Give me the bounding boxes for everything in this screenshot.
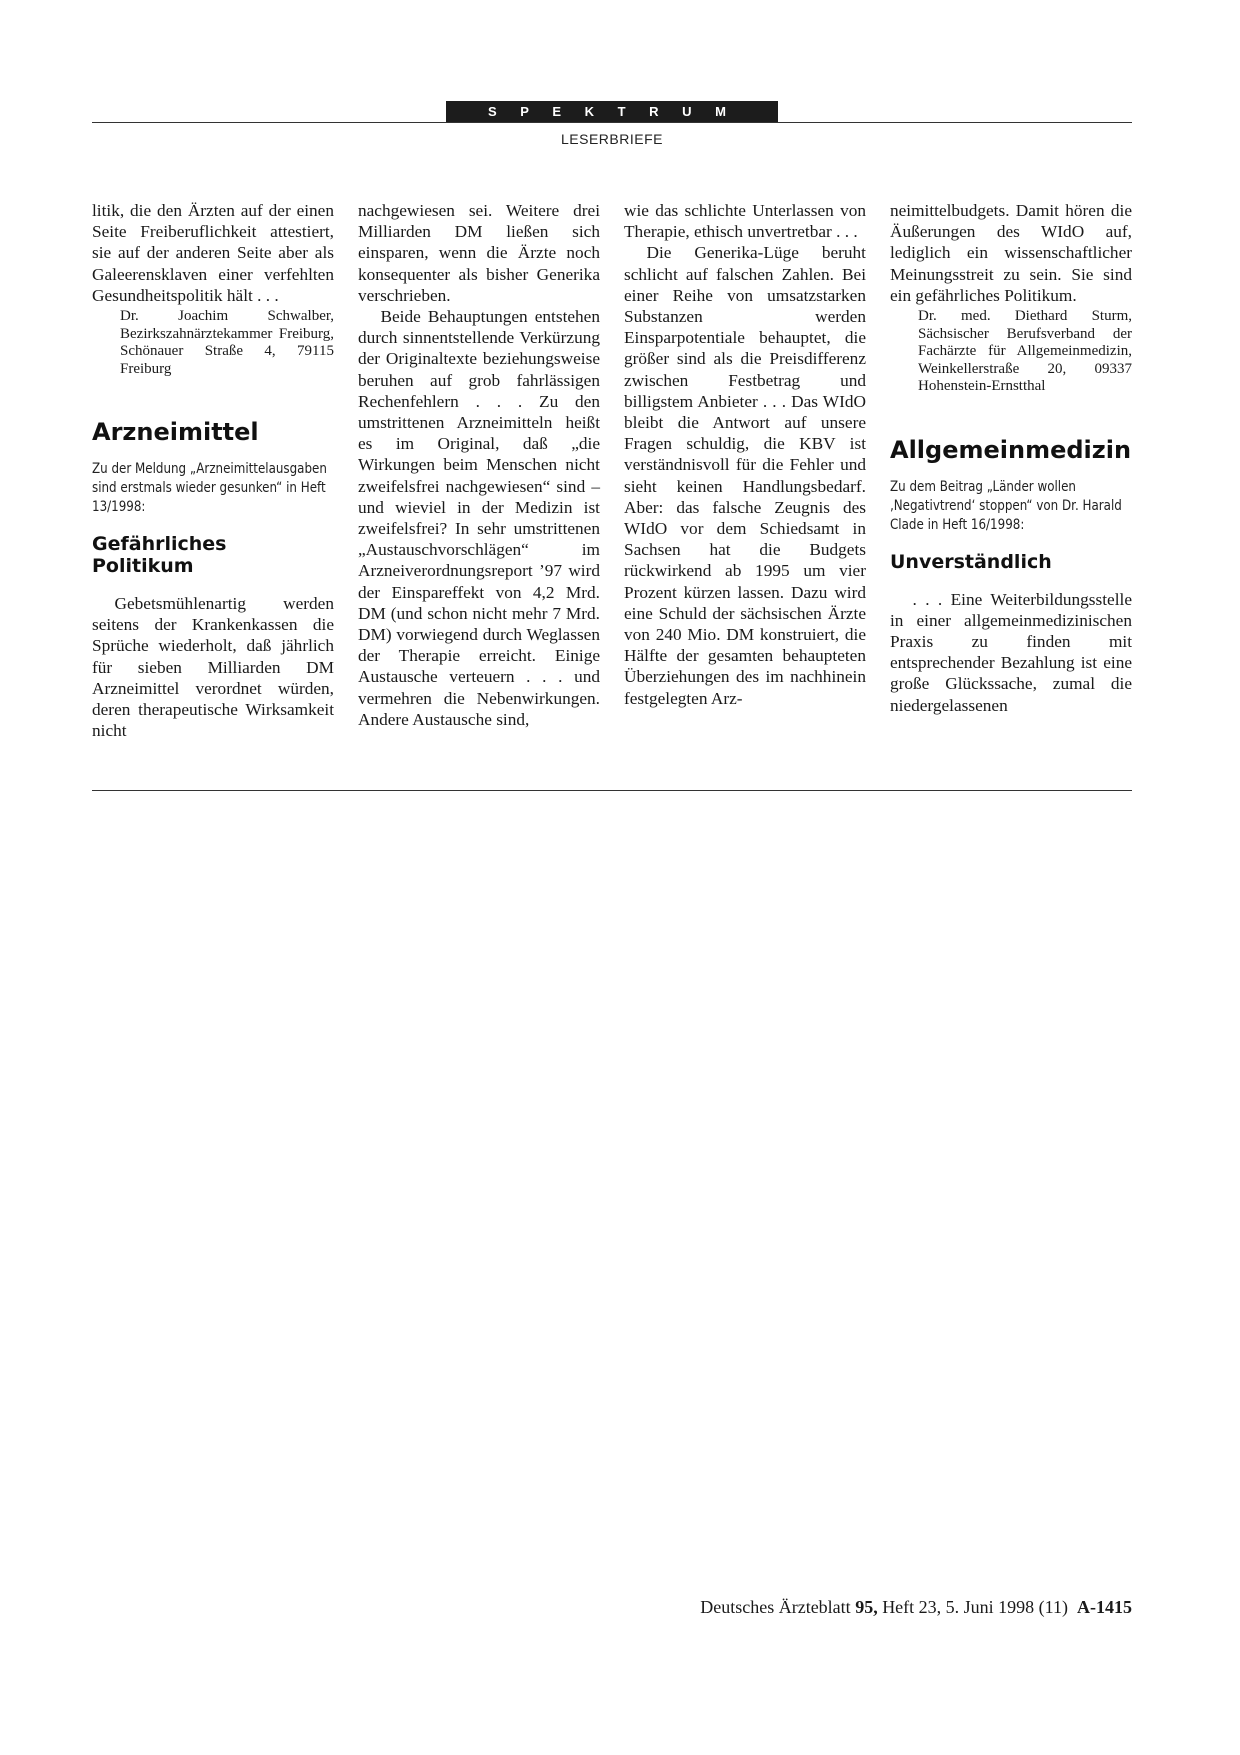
topic-intro: Zu der Meldung „Arzneimittelausgaben sind erstmals wieder gesunken“ in Heft 13/1998: (92, 461, 327, 516)
page-number: A-1415 (1077, 1597, 1132, 1617)
letter-text: litik, die den Ärzten auf der einen Seite Freiberuflichkeit attestiert, sie auf der anderen Seite aber als Galeerensklaven einer verfehlten Gesundheitspolitik hält . . . (92, 201, 334, 305)
topic-intro: Zu dem Beitrag „Länder wollen ‚Negativtrend‘ stoppen“ von Dr. Harald Clade in Heft 16/1998: (890, 478, 1122, 533)
header-rule (92, 122, 1132, 123)
column-2 (358, 200, 600, 730)
section-label: S P E K T R U M (446, 101, 778, 122)
letter-text: Beide Behauptungen entstehen durch sinnentstellende Verkürzung der Originaltexte beziehungsweise beruhen auf grob fahrlässigen Rechenfehlern . . . Zu den umstrittenen Arzneimitteln heißt es im Original, daß „die Wirkungen beim Menschen nicht zweifelsfrei nachgewiesen“ sind – und wieviel in der Medizin ist zweifelsfrei? In sehr umstrittenen „Austauschvorschlägen“ im Arzneiverordnungsreport ’97 wird der Einspareffekt von 4,2 Mrd. DM (und schon nicht mehr 7 Mrd. DM) vorwiegend durch Weglassen der Therapie erreicht. Einige Austausche verteuern . . . und vermehren die Nebenwirkungen. Andere Austausche sind, (358, 307, 600, 729)
topic-heading: Allgemeinmedizin (890, 435, 1132, 464)
letter-text: nachgewiesen sei. Weitere drei Milliarden DM ließen sich einsparen, wenn die Ärzte noch konsequenter als bisher Generika verschrieben. (358, 201, 600, 305)
column-3 (624, 200, 866, 709)
journal-name: Deutsches Ärzteblatt (700, 1597, 851, 1617)
issue-info: Heft 23, 5. Juni 1998 (11) (882, 1597, 1068, 1617)
letter-text: . . . Eine Weiterbildungsstelle in einer allgemeinmedizinischen Praxis zu finden mit entsprechender Bezahlung ist eine große Glückssache, zumal die niedergelassenen (890, 589, 1132, 715)
column-1 (92, 200, 334, 741)
letter-signature: Dr. med. Diethard Sturm, Sächsischer Berufsverband der Fachärzte für Allgemeinmedizin, Weinkellerstraße 20, 09337 Hohenstein-Ernstthal (918, 308, 1132, 395)
letter-text: wie das schlichte Unterlassen von Therapie, ethisch unvertretbar . . . (624, 201, 866, 242)
page-footer (700, 1597, 1132, 1618)
letter-text: Gebetsmühlenartig werden seitens der Krankenkassen die Sprüche wiederholt, daß jährlich für sieben Milliarden DM Arzneimittel verordnet würden, deren therapeutische Wirksamkeit nicht (92, 594, 334, 741)
letter-signature: Dr. Joachim Schwalber, Bezirkszahnärztekammer Freiburg, Schönauer Straße 4, 79115 Freiburg (120, 308, 334, 377)
article-columns (92, 200, 1132, 786)
letter-title: Unverständlich (890, 550, 1052, 573)
letter-title: Gefährliches Politikum (92, 533, 227, 578)
volume-number: 95, (855, 1597, 878, 1617)
column-4 (890, 200, 1132, 716)
columns-bottom-rule (92, 790, 1132, 791)
topic-heading: Arzneimittel (92, 418, 259, 447)
letter-text: neimittelbudgets. Damit hören die Äußerungen des WIdO auf, lediglich ein wissenschaftlicher Meinungsstreit zu sein. Sie sind ein gefährliches Politikum. (890, 201, 1132, 305)
subsection-label: LESERBRIEFE (561, 131, 663, 147)
letter-text: Die Generika-Lüge beruht schlicht auf falschen Zahlen. Bei einer Reihe von umsatzstarken Substanzen werden Einsparpotentiale behauptet, die größer sind als die Preisdifferenz zwischen Festbetrag und billigstem Anbieter . . . Das WIdO bleibt die Antwort auf unsere Fragen schuldig, die KBV ist verständnisvoll für die Fehler und sieht keinen Handlungsbedarf. Aber: das falsche Zeugnis des WIdO vor dem Schiedsamt in Sachsen hat die Budgets rückwirkend ab 1995 um vier Prozent kürzen lassen. Dazu wird eine Schuld der sächsischen Ärzte von 240 Mio. DM konstruiert, die Hälfte der gesamten behaupteten Überziehungen des im nachhinein festgelegten Arz- (624, 243, 866, 708)
